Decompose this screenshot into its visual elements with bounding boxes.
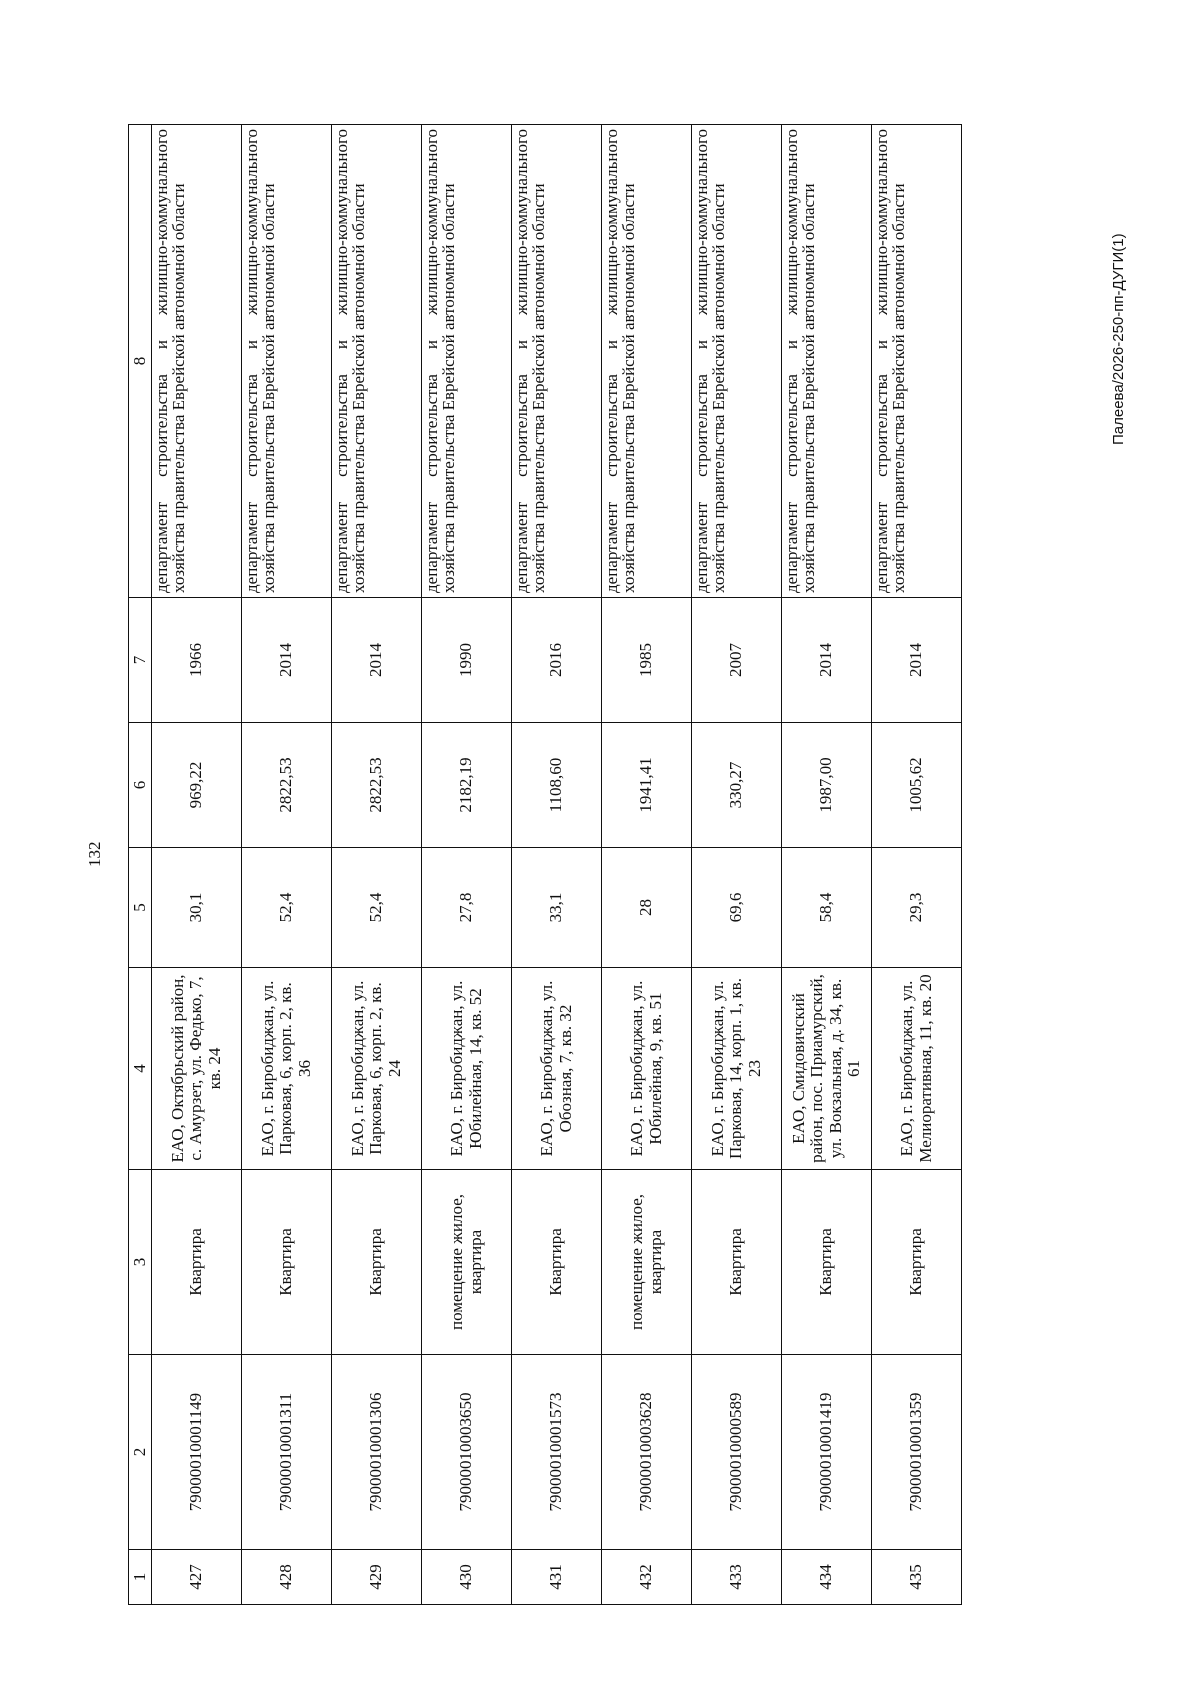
registry-id: 79000010001311 [242,1355,332,1550]
holder: департамент строительства и жилищно-коммунального хозяйства правительства Еврейской автономной области [782,125,872,598]
page-number: 132 [85,841,104,867]
year: 2014 [872,598,962,723]
row-number: 429 [332,1550,422,1605]
table-row [602,125,692,1605]
object-type: Квартира [332,1170,422,1355]
column-header: 7 [129,598,152,723]
object-type: Квартира [692,1170,782,1355]
address: ЕАО, г. Биробиджан, ул. Парковая, 6, корп. 2, кв. 36 [242,968,332,1170]
area: 69,6 [692,848,782,968]
holder: департамент строительства и жилищно-коммунального хозяйства правительства Еврейской автономной области [872,125,962,598]
object-type: Квартира [872,1170,962,1355]
object-type: Квартира [512,1170,602,1355]
year: 1985 [602,598,692,723]
year: 2007 [692,598,782,723]
table-row [332,125,422,1605]
address: ЕАО, г. Биробиджан, ул. Обозная, 7, кв. 32 [512,968,602,1170]
cost: 2822,53 [332,723,422,848]
area: 28 [602,848,692,968]
column-header: 6 [129,723,152,848]
area: 30,1 [152,848,242,968]
column-header: 4 [129,968,152,1170]
address: ЕАО, Смидовичский район, пос. Приамурский, ул. Вокзальная, д. 34, кв. 61 [782,968,872,1170]
table-header-row [129,125,152,1605]
row-number: 431 [512,1550,602,1605]
registry-id: 79000010000589 [692,1355,782,1550]
area: 29,3 [872,848,962,968]
row-number: 428 [242,1550,332,1605]
cost: 1941,41 [602,723,692,848]
object-type: Квартира [782,1170,872,1355]
registry-id: 79000010003628 [602,1355,692,1550]
table-row [242,125,332,1605]
column-header: 2 [129,1355,152,1550]
table-row [512,125,602,1605]
year: 2014 [782,598,872,723]
year: 1966 [152,598,242,723]
year: 1990 [422,598,512,723]
registry-id: 79000010001573 [512,1355,602,1550]
holder: департамент строительства и жилищно-коммунального хозяйства правительства Еврейской автономной области [422,125,512,598]
table-row [422,125,512,1605]
table-row [872,125,962,1605]
holder: департамент строительства и жилищно-коммунального хозяйства правительства Еврейской автономной области [602,125,692,598]
year: 2014 [332,598,422,723]
table-row [782,125,872,1605]
cost: 1108,60 [512,723,602,848]
column-header: 1 [129,1550,152,1605]
cost: 1987,00 [782,723,872,848]
address: ЕАО, Октябрьский район, с. Амурзет, ул. Федько, 7, кв. 24 [152,968,242,1170]
cost: 2182,19 [422,723,512,848]
object-type: Квартира [242,1170,332,1355]
area: 52,4 [332,848,422,968]
table-row [692,125,782,1605]
column-header: 3 [129,1170,152,1355]
cost: 330,27 [692,723,782,848]
registry-id: 79000010001306 [332,1355,422,1550]
holder: департамент строительства и жилищно-коммунального хозяйства правительства Еврейской автономной области [692,125,782,598]
address: ЕАО, г. Биробиджан, ул. Парковая, 6, корп. 2, кв. 24 [332,968,422,1170]
year: 2016 [512,598,602,723]
registry-id: 79000010001359 [872,1355,962,1550]
row-number: 432 [602,1550,692,1605]
area: 27,8 [422,848,512,968]
row-number: 430 [422,1550,512,1605]
registry-id: 79000010003650 [422,1355,512,1550]
registry-id: 79000010001419 [782,1355,872,1550]
holder: департамент строительства и жилищно-коммунального хозяйства правительства Еврейской автономной области [152,125,242,598]
address: ЕАО, г. Биробиджан, ул. Юбилейная, 14, кв. 52 [422,968,512,1170]
area: 33,1 [512,848,602,968]
document-code: Палеева/2026-250-пп-ДУГИ(1) [1110,233,1127,445]
column-header: 5 [129,848,152,968]
cost: 1005,62 [872,723,962,848]
holder: департамент строительства и жилищно-коммунального хозяйства правительства Еврейской автономной области [242,125,332,598]
cost: 969,22 [152,723,242,848]
address: ЕАО, г. Биробиджан, ул. Мелиоративная, 11, кв. 20 [872,968,962,1170]
area: 52,4 [242,848,332,968]
holder: департамент строительства и жилищно-коммунального хозяйства правительства Еврейской автономной области [332,125,422,598]
object-type: помещение жилое, квартира [422,1170,512,1355]
cost: 2822,53 [242,723,332,848]
row-number: 427 [152,1550,242,1605]
year: 2014 [242,598,332,723]
row-number: 435 [872,1550,962,1605]
row-number: 434 [782,1550,872,1605]
object-type: Квартира [152,1170,242,1355]
address: ЕАО, г. Биробиджан, ул. Юбилейная, 9, кв. 51 [602,968,692,1170]
holder: департамент строительства и жилищно-коммунального хозяйства правительства Еврейской автономной области [512,125,602,598]
row-number: 433 [692,1550,782,1605]
registry-id: 79000010001149 [152,1355,242,1550]
column-header: 8 [129,125,152,598]
table-row [152,125,242,1605]
address: ЕАО, г. Биробиджан, ул. Парковая, 14, корп. 1, кв. 23 [692,968,782,1170]
area: 58,4 [782,848,872,968]
object-type: помещение жилое, квартира [602,1170,692,1355]
property-table [128,124,962,1605]
